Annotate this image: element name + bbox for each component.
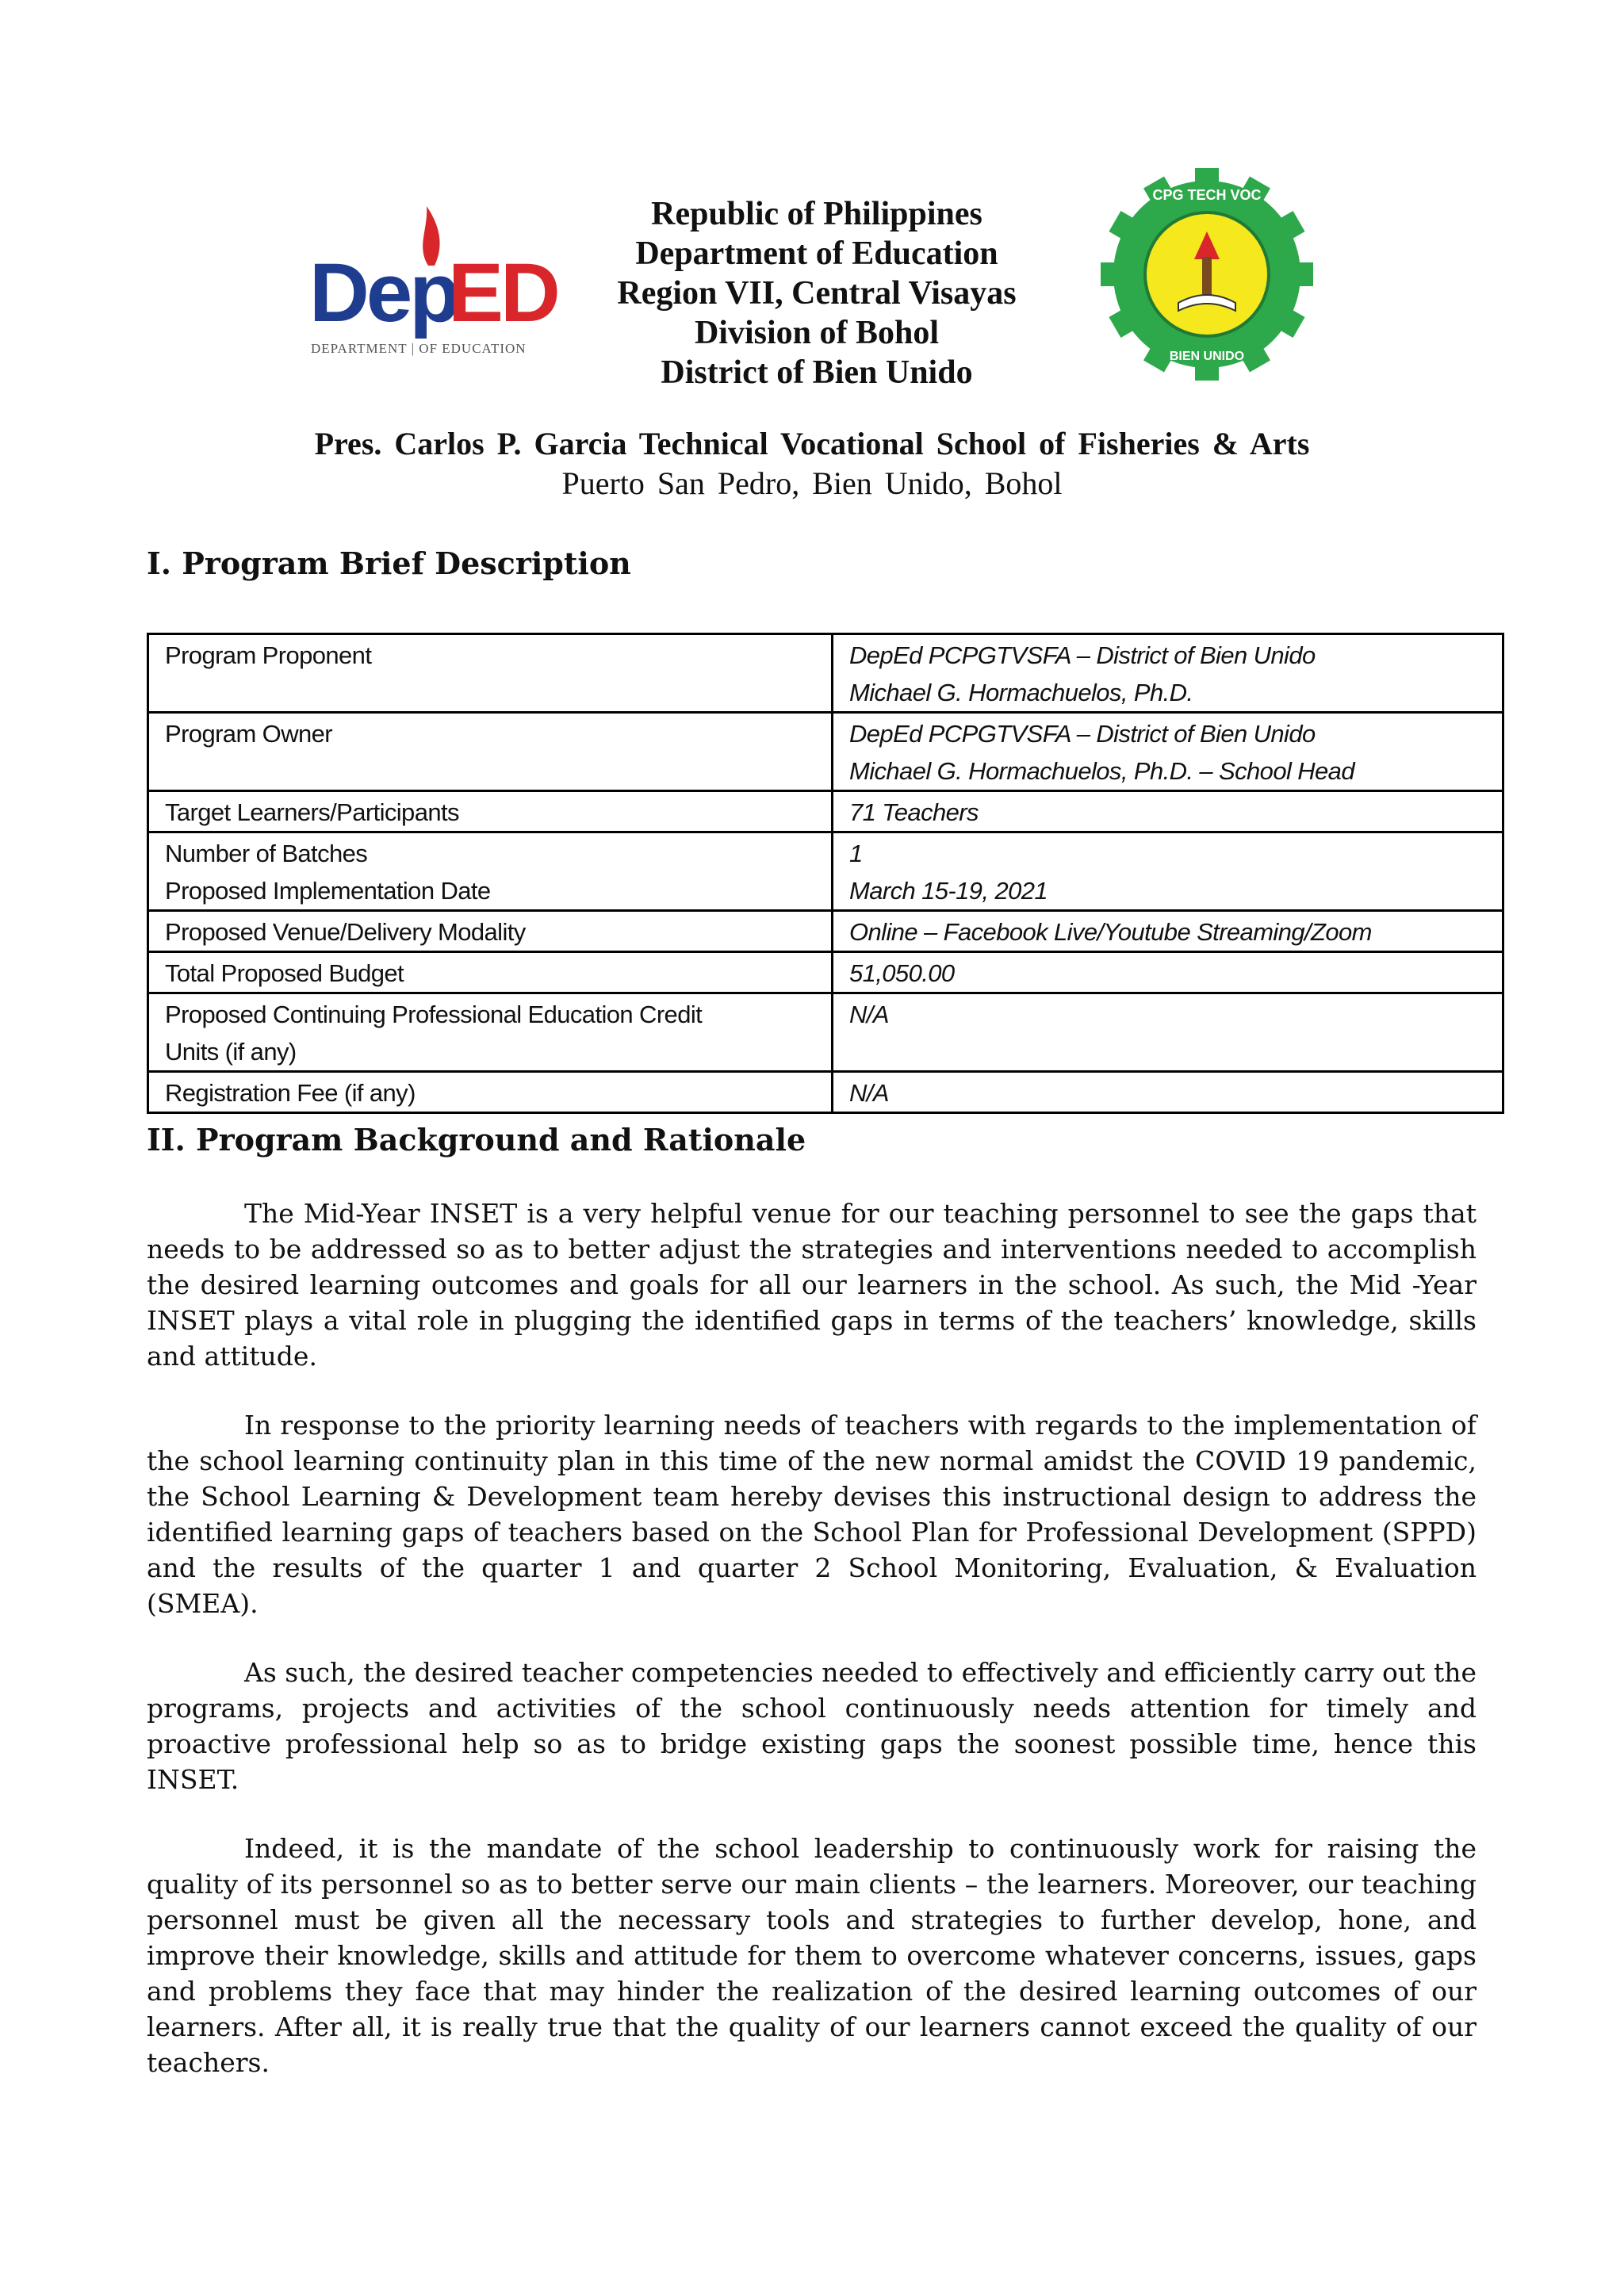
row-value bbox=[833, 952, 1503, 993]
value-line: N/A bbox=[849, 1001, 889, 1028]
svg-text:Dep: Dep bbox=[309, 247, 458, 339]
svg-text:BIEN UNIDO: BIEN UNIDO bbox=[1169, 350, 1245, 363]
svg-text:DEPARTMENT | OF EDUCATION: DEPARTMENT | OF EDUCATION bbox=[311, 341, 527, 356]
agency-header bbox=[555, 194, 1078, 392]
row-label bbox=[148, 713, 833, 791]
header-line: District of Bien Unido bbox=[661, 354, 973, 391]
row-value bbox=[833, 911, 1503, 952]
label-line: Program Owner bbox=[165, 720, 332, 748]
value-line: DepEd PCPGTVSFA – District of Bien Unido bbox=[849, 720, 1316, 748]
school-seal bbox=[1101, 168, 1313, 381]
value-line: March 15-19, 2021 bbox=[849, 877, 1048, 905]
row-label bbox=[148, 911, 833, 952]
value-line: Michael G. Hormachuelos, Ph.D. – School Head bbox=[849, 757, 1354, 785]
value-line: 51,050.00 bbox=[849, 959, 955, 987]
program-brief-table bbox=[147, 633, 1504, 1114]
school-address: Puerto San Pedro, Bien Unido, Bohol bbox=[561, 465, 1063, 501]
school-name: Pres. Carlos P. Garcia Technical Vocational School of Fisheries & Arts bbox=[314, 426, 1310, 461]
row-label bbox=[148, 832, 833, 911]
paragraph: The Mid-Year INSET is a very helpful venue for our teaching personnel to see the gaps that needs to be addressed so as to better adjust the strategies and interventions needed to accomplish the desired learning outcomes and goals for all our learners in the school. As such, the Mid -Year INSET plays a vital role in plugging the identified gaps in terms of the teachers’ knowledge, skills and attitude. bbox=[147, 1198, 1477, 1372]
row-value bbox=[833, 791, 1503, 832]
value-line: 1 bbox=[849, 840, 863, 867]
table-row bbox=[148, 1072, 1503, 1113]
section-1-heading: I. Program Brief Description bbox=[147, 545, 631, 581]
paragraph: In response to the priority learning needs of teachers with regards to the implementation of the school learning continuity plan in this time of the new normal amidst the COVID 19 pandemic, the School Learning & Development team hereby devises this instructional design to address the identified learning gaps of teachers based on the School Plan for Professional Development (SPPD) and the results of the quarter 1 and quarter 2 School Monitoring, Evaluation, & Evaluation (SMEA). bbox=[147, 1410, 1477, 1619]
paragraph: As such, the desired teacher competencies needed to effectively and efficiently carry out the programs, projects and activities of the school continuously needs attention for timely and proactive professional help so as to bridge existing gaps the soonest possible time, hence this INSET. bbox=[147, 1657, 1477, 1795]
label-line: Number of Batches bbox=[165, 840, 368, 867]
table-row bbox=[148, 791, 1503, 832]
svg-text:ED: ED bbox=[448, 247, 557, 339]
header-line: Division of Bohol bbox=[694, 315, 940, 351]
value-line: Online – Facebook Live/Youtube Streaming/Zoom bbox=[849, 918, 1372, 946]
value-line: N/A bbox=[849, 1079, 889, 1107]
row-value bbox=[833, 1072, 1503, 1113]
table-row bbox=[148, 713, 1503, 791]
label-line: Program Proponent bbox=[165, 641, 372, 669]
row-label bbox=[148, 791, 833, 832]
table-row bbox=[148, 832, 1503, 911]
row-value bbox=[833, 832, 1503, 911]
table-row bbox=[148, 993, 1503, 1072]
row-label bbox=[148, 1072, 833, 1113]
label-line: Proposed Venue/Delivery Modality bbox=[165, 918, 526, 946]
header-line: Republic of Philippines bbox=[651, 196, 982, 232]
label-line: Total Proposed Budget bbox=[165, 959, 404, 987]
value-line: 71 Teachers bbox=[849, 798, 979, 826]
table-row bbox=[148, 911, 1503, 952]
value-line: DepEd PCPGTVSFA – District of Bien Unido bbox=[849, 641, 1316, 669]
table-row bbox=[148, 634, 1503, 713]
row-label bbox=[148, 634, 833, 713]
rationale-text bbox=[147, 1196, 1477, 2114]
svg-text:CPG TECH VOC: CPG TECH VOC bbox=[1152, 187, 1262, 203]
row-label bbox=[148, 993, 833, 1072]
row-value bbox=[833, 713, 1503, 791]
table-row bbox=[148, 952, 1503, 993]
value-line: Michael G. Hormachuelos, Ph.D. bbox=[849, 679, 1193, 706]
header-line: Department of Education bbox=[635, 235, 998, 272]
label-line: Units (if any) bbox=[165, 1038, 297, 1066]
section-2-heading: II. Program Background and Rationale bbox=[147, 1122, 806, 1158]
paragraph: Indeed, it is the mandate of the school leadership to continuously work for raising the quality of its personnel so as to better serve our main clients – the learners. Moreover, our teaching personnel must be given all the necessary tools and strategies to further develop, hone, and improve their knowledge, skills and attitude for them to overcome whatever concerns, issues, gaps and problems they face that may hinder the realization of the desired learning outcomes of our learners. After all, it is really true that the quality of our learners cannot exceed the quality of our teachers. bbox=[147, 1833, 1477, 2078]
deped-logo bbox=[309, 202, 563, 361]
label-line: Proposed Continuing Professional Education Credit bbox=[165, 1001, 703, 1028]
header-line: Region VII, Central Visayas bbox=[617, 275, 1017, 312]
label-line: Target Learners/Participants bbox=[165, 798, 459, 826]
row-value bbox=[833, 993, 1503, 1072]
label-line: Registration Fee (if any) bbox=[165, 1079, 416, 1107]
row-value bbox=[833, 634, 1503, 713]
row-label bbox=[148, 952, 833, 993]
label-line: Proposed Implementation Date bbox=[165, 877, 491, 905]
school-info bbox=[0, 424, 1624, 503]
